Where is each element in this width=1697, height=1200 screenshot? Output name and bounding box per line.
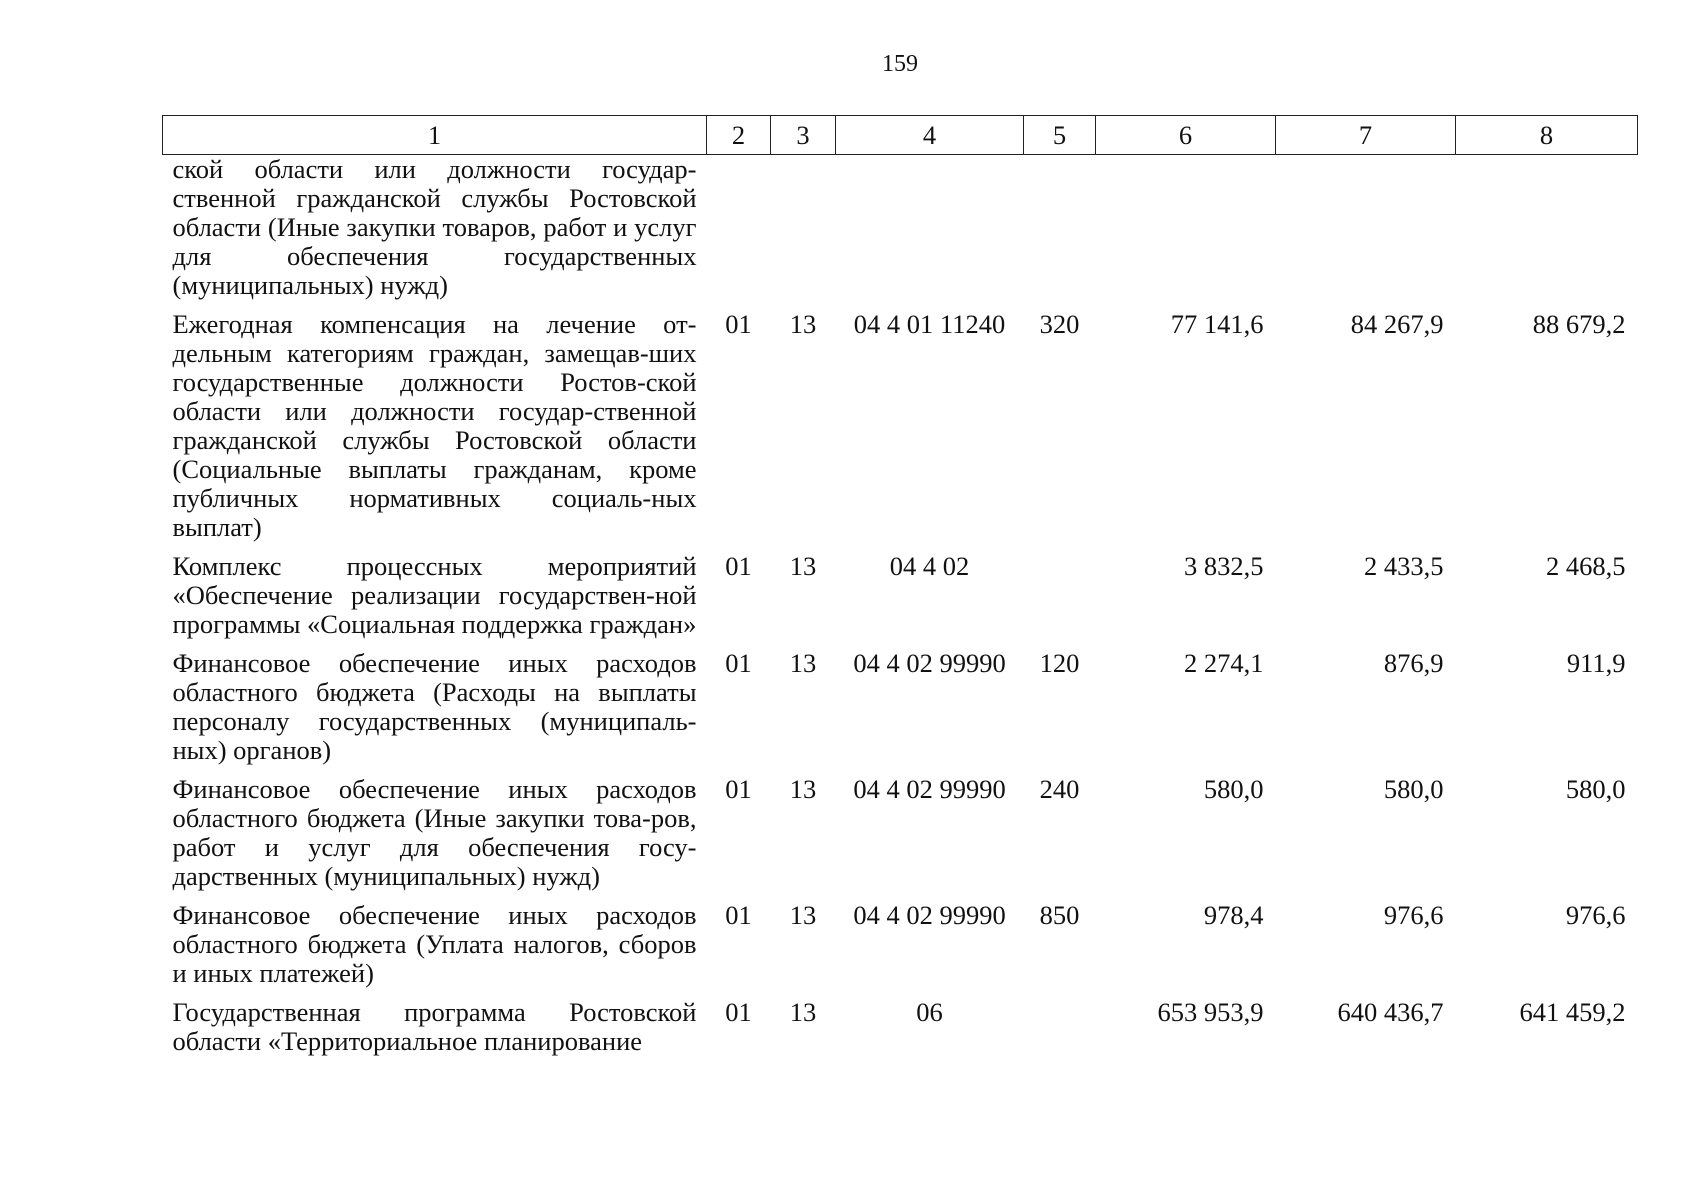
- amount-col-7: 640 436,7: [1337, 997, 1444, 1027]
- amount-col-6: 653 953,9: [1157, 997, 1264, 1027]
- amount-col-8: [1456, 155, 1638, 311]
- amount-col-8: 911,9: [1566, 648, 1626, 678]
- table-row: [163, 310, 1638, 552]
- subsection-code: 13: [789, 997, 817, 1027]
- target-article-code: 04 4 01 11240: [853, 309, 1006, 339]
- target-article-code: 06: [916, 997, 943, 1027]
- row-description: ской области или должности государ-ственной гражданской службы Ростовской области (Иные закупки товаров, работ и услуг для обеспечения государственных (муниципальных) нужд): [172, 154, 697, 300]
- subsection-code: 13: [789, 309, 817, 339]
- subsection-code: 13: [789, 774, 817, 804]
- row-description: Государственная программа Ростовской области «Территориальное планирование: [172, 997, 697, 1056]
- target-article-code: 04 4 02 99990: [853, 774, 1006, 804]
- target-article-code: 04 4 02 99990: [853, 900, 1006, 930]
- subsection-code: 13: [789, 648, 817, 678]
- subsection-code: 13: [789, 900, 817, 930]
- amount-col-7: 84 267,9: [1350, 309, 1444, 339]
- budget-table: [162, 115, 1638, 1066]
- section-code: 01: [725, 648, 752, 678]
- amount-col-8: 641 459,2: [1519, 997, 1626, 1027]
- subsection-code: [771, 155, 836, 311]
- table-header-row: [163, 116, 1638, 155]
- page-number: 159: [882, 51, 918, 77]
- expense-type-code: 850: [1039, 900, 1080, 930]
- section-code: 01: [725, 551, 752, 581]
- row-description: Финансовое обеспечение иных расходов областного бюджета (Расходы на выплаты персоналу государственных (муниципаль-ных) органов): [172, 648, 697, 765]
- section-code: 01: [725, 997, 752, 1027]
- expense-type-code: 120: [1039, 648, 1080, 678]
- expense-type-code: 240: [1039, 774, 1080, 804]
- target-article-code: 04 4 02: [889, 551, 970, 581]
- row-description: Финансовое обеспечение иных расходов областного бюджета (Иные закупки това-ров, работ и услуг для обеспечения госу-дарственных (муниципальных) нужд): [172, 774, 697, 891]
- column-header: 1: [163, 116, 707, 155]
- amount-col-6: 580,0: [1203, 774, 1264, 804]
- table-row: [163, 901, 1638, 998]
- amount-col-8: 580,0: [1565, 774, 1626, 804]
- target-article-code: 04 4 02 99990: [853, 648, 1006, 678]
- expense-type-code: [1024, 552, 1096, 649]
- table-row: [163, 649, 1638, 775]
- amount-col-7: [1276, 155, 1456, 311]
- expense-type-code: 320: [1039, 309, 1080, 339]
- column-header: 7: [1276, 116, 1456, 155]
- section-code: [707, 155, 771, 311]
- amount-col-6: 2 274,1: [1184, 648, 1264, 678]
- column-header: 4: [836, 116, 1024, 155]
- table-row: [163, 998, 1638, 1066]
- amount-col-7: 2 433,5: [1364, 551, 1444, 581]
- column-header: 5: [1024, 116, 1096, 155]
- row-description: Ежегодная компенсация на лечение от-дельным категориям граждан, замещав-ших государственные должности Ростов-ской области или должности государ-ственной гражданской службы Ростовской области (Социальные выплаты гражданам, кроме публичных нормативных социаль-ных выплат): [172, 309, 697, 542]
- amount-col-6: 77 141,6: [1170, 309, 1264, 339]
- table-row: [163, 775, 1638, 901]
- amount-col-8: 2 468,5: [1546, 551, 1626, 581]
- subsection-code: 13: [789, 551, 817, 581]
- row-description: Финансовое обеспечение иных расходов областного бюджета (Уплата налогов, сборов и иных платежей): [172, 900, 697, 988]
- amount-col-6: 3 832,5: [1184, 551, 1264, 581]
- amount-col-8: 976,6: [1565, 900, 1626, 930]
- amount-col-7: 580,0: [1383, 774, 1444, 804]
- table-row: [163, 552, 1638, 649]
- amount-col-6: 978,4: [1203, 900, 1264, 930]
- column-header: 8: [1456, 116, 1638, 155]
- amount-col-8: 88 679,2: [1532, 309, 1626, 339]
- section-code: 01: [725, 774, 752, 804]
- amount-col-7: 876,9: [1383, 648, 1444, 678]
- column-header: 3: [771, 116, 836, 155]
- column-header: 6: [1096, 116, 1276, 155]
- target-article-code: [836, 155, 1024, 311]
- expense-type-code: [1024, 998, 1096, 1066]
- expense-type-code: [1024, 155, 1096, 311]
- section-code: 01: [725, 900, 752, 930]
- section-code: 01: [725, 309, 752, 339]
- amount-col-6: [1096, 155, 1276, 311]
- amount-col-7: 976,6: [1383, 900, 1444, 930]
- row-description: Комплекс процессных мероприятий «Обеспечение реализации государствен-ной программы «Социальная поддержка граждан»: [172, 551, 697, 639]
- column-header: 2: [707, 116, 771, 155]
- table-row: [163, 155, 1638, 311]
